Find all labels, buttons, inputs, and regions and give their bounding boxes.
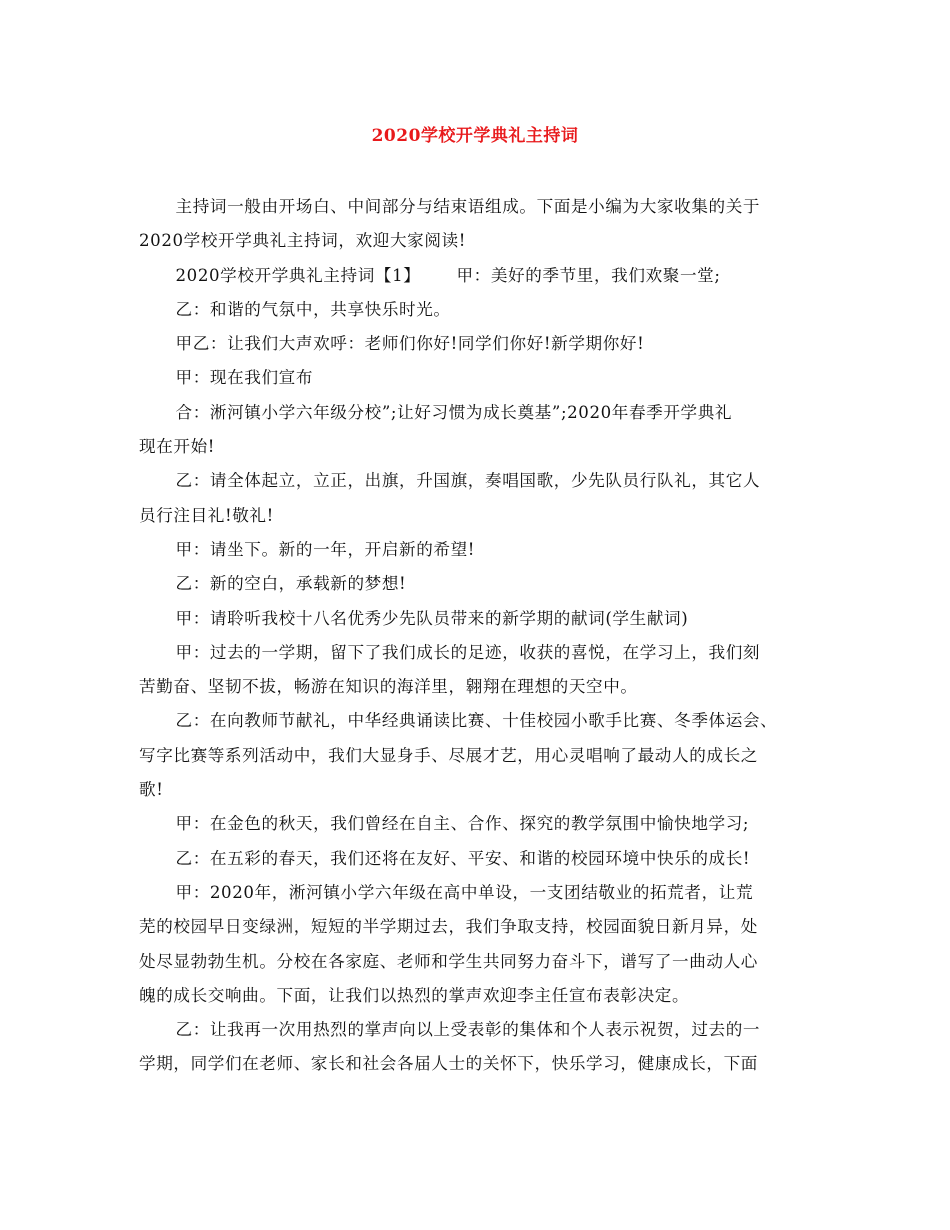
dialogue-paragraph [139, 533, 815, 567]
dialogue-paragraph [139, 293, 815, 327]
dialogue-paragraph [139, 464, 815, 533]
text-line: 乙：请全体起立，立正，出旗，升国旗，奏唱国歌，少先队员行队礼，其它人 [175, 471, 761, 491]
text-line: 学期，同学们在老师、家长和社会各届人士的关怀下，快乐学习，健康成长，下面 [139, 1054, 758, 1074]
section-heading: 2020学校开学典礼主持词【1】 [175, 265, 421, 285]
document-title: 2020学校开学典礼主持词 [371, 126, 579, 146]
dialogue-paragraph [139, 1013, 815, 1082]
dialogue-paragraph [139, 636, 815, 705]
text-line: 乙：让我再一次用热烈的掌声向以上受表彰的集体和个人表示祝贺，过去的一 [175, 1020, 761, 1040]
text-line: 主持词一般由开场白、中间部分与结束语组成。下面是小编为大家收集的关于 [175, 197, 761, 216]
text-line: 乙：新的空白，承载新的梦想! [175, 574, 407, 594]
paragraph-heading-line [139, 259, 815, 293]
text-line: 芜的校园早日变绿洲，短短的半学期过去，我们争取支持，校园面貌日新月异，处 [139, 917, 758, 937]
text-line: 乙：和谐的气氛中，共享快乐时光。 [175, 299, 451, 319]
text-line: 合：淅河镇小学六年级分校”;让好习惯为成长奠基”;2020年春季开学典礼 [175, 402, 733, 422]
text-line: 甲：请聆听我校十八名优秀少先队员带来的新学期的献词(学生献词) [175, 608, 689, 628]
text-line: 员行注目礼!敬礼! [139, 505, 274, 525]
text-line: 甲：在金色的秋天，我们曾经在自主、合作、探究的教学氛围中愉快地学习; [175, 814, 750, 834]
text-line: 甲：现在我们宣布 [175, 368, 314, 388]
text-line: 甲：请坐下。新的一年，开启新的希望! [175, 539, 476, 559]
text-line: 写字比赛等系列活动中，我们大显身手、尽展才艺，用心灵唱响了最动人的成长之 [139, 745, 758, 765]
dialogue-paragraph [139, 876, 815, 1013]
dialogue-paragraph [139, 842, 815, 876]
dialogue-line: 甲：美好的季节里，我们欢聚一堂; [456, 265, 721, 285]
document-body [139, 190, 815, 1082]
text-line: 现在开始! [139, 437, 216, 457]
text-line: 甲：过去的一学期，留下了我们成长的足迹，收获的喜悦，在学习上，我们刻 [175, 642, 761, 662]
text-line: 歌! [139, 780, 164, 800]
dialogue-paragraph [139, 567, 815, 601]
dialogue-paragraph [139, 602, 815, 636]
dialogue-paragraph [139, 396, 815, 465]
text-line: 魄的成长交响曲。下面，让我们以热烈的掌声欢迎李主任宣布表彰决定。 [139, 985, 690, 1005]
text-line: 2020学校开学典礼主持词，欢迎大家阅读! [139, 231, 466, 251]
text-line: 苦勤奋、坚韧不拔，畅游在知识的海洋里，翱翔在理想的天空中。 [139, 677, 638, 697]
dialogue-paragraph [139, 807, 815, 841]
dialogue-paragraph [139, 704, 815, 807]
text-line: 乙：在五彩的春天，我们还将在友好、平安、和谐的校园环境中快乐的成长! [175, 848, 751, 868]
dialogue-paragraph [139, 361, 815, 395]
dialogue-paragraph [139, 327, 815, 361]
paragraph-intro [139, 190, 815, 259]
text-line: 甲乙：让我们大声欢呼：老师们你好!同学们你好!新学期你好! [175, 334, 645, 354]
text-line: 甲：2020年，淅河镇小学六年级在高中单设，一支团结敬业的拓荒者，让荒 [175, 882, 754, 902]
text-line: 处尽显勃勃生机。分校在各家庭、老师和学生共同努力奋斗下，谱写了一曲动人心 [139, 951, 758, 971]
text-line: 乙：在向教师节献礼，中华经典诵读比赛、十佳校园小歌手比赛、冬季体运会、 [175, 711, 778, 731]
